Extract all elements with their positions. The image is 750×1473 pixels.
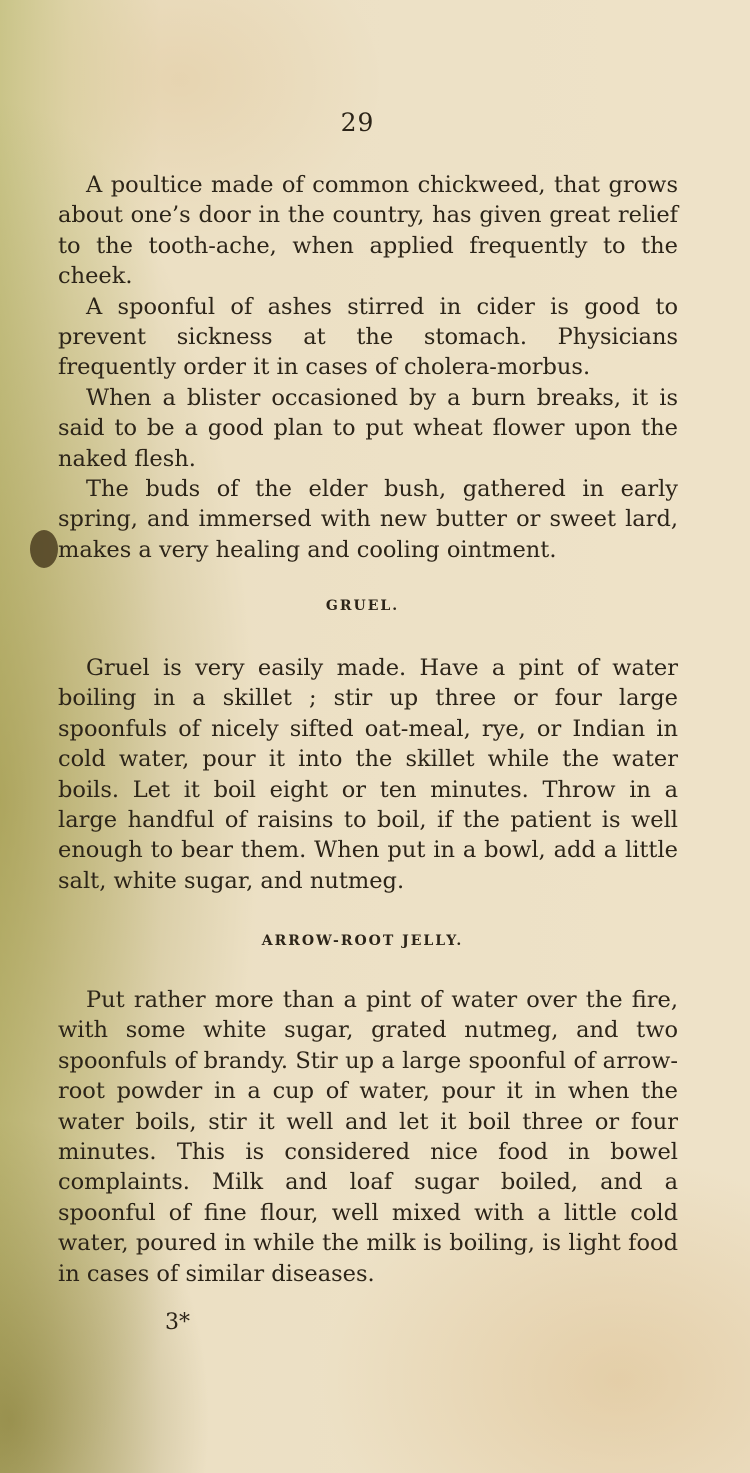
ink-stain [30, 530, 58, 568]
paragraph-ashes: A spoonful of ashes stirred in cider is good to prevent sickness at the stomach. Physicians frequently order it in cases of cholera-morbus. [58, 293, 678, 381]
paragraph-arrow-root-jelly: Put rather more than a pint of water over the fire, with some white sugar, grated nutmeg, and two spoonfuls of brandy. Stir up a large spoonful of arrow-root powder in a cup of water, pour it in when the water boils, stir it well and let it boil three or four minutes. This is considered nice food in bowel complaints. Milk and loaf sugar boiled, and a spoonful of fine flour, well mixed with a little cold water, poured in while the milk is boiling, is light food in cases of similar diseases. [58, 987, 678, 1287]
intro-remedies [58, 170, 678, 565]
paragraph-blister: When a blister occasioned by a burn breaks, it is said to be a good plan to put wheat flower upon the naked flesh. [58, 384, 678, 472]
paragraph-chickweed: A poultice made of common chickweed, that grows about one’s door in the country, has given great relief to the tooth-ache, when applied frequently to the cheek. [58, 172, 678, 290]
heading-gruel: GRUEL. [325, 598, 400, 614]
section-arrow-root-jelly [58, 985, 678, 1289]
heading-arrow-root-jelly: ARROW-ROOT JELLY. [261, 933, 464, 949]
paragraph-gruel: Gruel is very easily made. Have a pint of water boiling in a skillet ; stir up three or four large spoonfuls of nicely sifted oat-meal, rye, or Indian in cold water, pour it into the skillet while the water boils. Let it boil eight or ten minutes. Throw in a large handful of raisins to boil, if the patient is well enough to bear them. When put in a bowl, add a little salt, white sugar, and nutmeg. [58, 655, 678, 894]
section-gruel [58, 653, 678, 896]
signature-mark: 3* [165, 1310, 190, 1335]
page-number: 29 [340, 108, 375, 137]
paragraph-elder-buds: The buds of the elder bush, gathered in early spring, and immersed with new butter or sweet lard, makes a very healing and cooling ointment. [58, 476, 678, 563]
